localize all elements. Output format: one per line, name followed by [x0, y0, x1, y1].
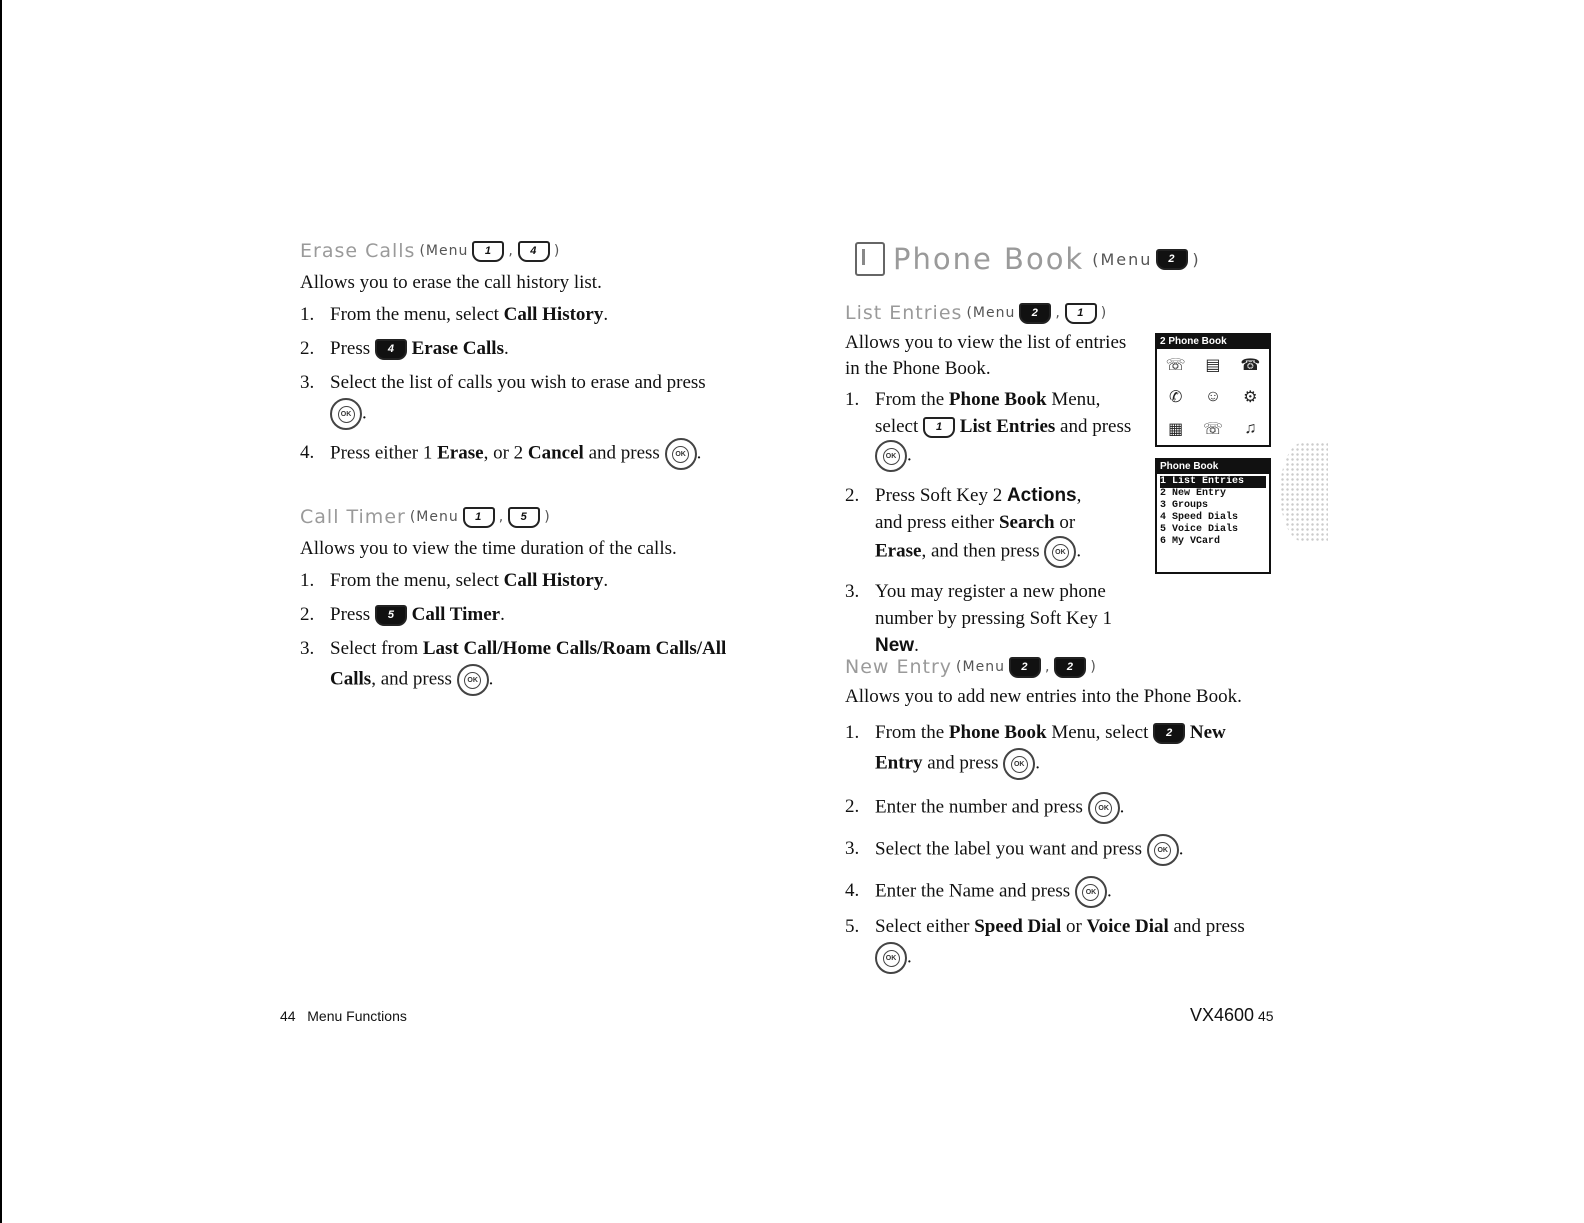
list-entries-title: List Entries — [845, 302, 963, 324]
ok-button-icon: OK — [1147, 834, 1179, 866]
step-item — [845, 912, 1255, 974]
step-text — [330, 566, 740, 596]
menu-label: (Menu — [409, 509, 459, 525]
decorative-dot-pattern — [1280, 442, 1328, 542]
step-item — [845, 718, 1255, 780]
step-number: 2. — [300, 604, 315, 625]
step-text — [330, 600, 740, 630]
step-text-part: From the — [875, 722, 949, 743]
key-2-icon: 2 — [1153, 723, 1185, 744]
step-bold: Call Timer — [406, 604, 501, 625]
step-text-part: . — [1076, 540, 1082, 562]
step-text-part: Press Soft Key 2 — [875, 485, 1007, 506]
step-text-part: Enter the number and press — [875, 796, 1083, 818]
step-bold: Phone Book — [948, 722, 1047, 743]
step-text-part: Select from — [330, 638, 423, 659]
step-item — [845, 386, 1135, 472]
step-text-part: You may register a new phone number by pressing Soft Key 1 — [875, 581, 1112, 629]
step-text — [875, 834, 1255, 866]
step-text — [330, 300, 740, 330]
step-bold: List Entries — [955, 416, 1056, 437]
step-text-part: . — [500, 604, 505, 625]
step-item — [845, 792, 1255, 824]
step-text — [330, 334, 740, 364]
footer-label: Menu Functions — [307, 1008, 407, 1024]
step-text-part: , and then press — [921, 540, 1040, 562]
step-text-part: From the — [875, 389, 949, 410]
step-number: 4. — [845, 880, 860, 901]
step-text-part: Press — [330, 604, 375, 625]
step-bold: Phone Book — [948, 389, 1047, 410]
screen-menu-item: 3 Groups — [1160, 500, 1209, 511]
step-text-part: and press — [922, 752, 999, 774]
call-timer-steps — [300, 566, 740, 696]
step-bold: Voice Dial — [1086, 916, 1169, 937]
key-5-icon: 5 — [375, 605, 407, 626]
step-text-part: . — [1106, 880, 1112, 902]
person-icon: ☺ — [1204, 388, 1222, 405]
key-2-icon: 2 — [1019, 303, 1051, 324]
step-item — [300, 334, 740, 364]
call-icon: ✆ — [1168, 389, 1183, 406]
key-4-icon: 4 — [375, 339, 407, 360]
step-number: 3. — [300, 372, 315, 393]
step-number: 2. — [300, 338, 315, 359]
contact-icon: ☏ — [1165, 357, 1186, 374]
step-text-part: Press — [330, 338, 375, 359]
erase-calls-steps — [300, 300, 740, 470]
list-entries-heading — [845, 302, 1107, 324]
grid-icon: ▦ — [1168, 421, 1184, 438]
step-number: 3. — [845, 838, 860, 859]
call-timer-heading — [300, 506, 551, 528]
key-2-icon: 2 — [1054, 657, 1086, 678]
step-item — [300, 368, 740, 430]
step-text-part: Menu, select — [1046, 722, 1149, 743]
step-number: 1. — [300, 570, 315, 591]
erase-calls-desc: Allows you to erase the call history list. — [300, 272, 602, 293]
new-entry-heading — [845, 656, 1097, 678]
list-entries-menu-ref: (Menu 2 , 1 ) — [966, 303, 1107, 324]
step-number: 3. — [300, 638, 315, 659]
step-text-part: , and press — [371, 668, 452, 690]
step-text — [875, 386, 1135, 472]
ok-button-icon: OK — [457, 664, 489, 696]
step-bold: Call History — [503, 304, 604, 325]
right-footer — [1190, 1005, 1274, 1026]
key-1-icon: 1 — [472, 241, 504, 262]
step-text-part: . — [362, 402, 367, 424]
step-text-part: Enter the Name and press — [875, 880, 1071, 902]
step-text-part: . — [1178, 838, 1184, 860]
step-item — [300, 300, 740, 330]
key-4-icon: 4 — [518, 241, 550, 262]
step-number: 2. — [845, 796, 860, 817]
step-text — [330, 368, 740, 430]
screen-menu-item: 5 Voice Dials — [1160, 524, 1239, 535]
screen-menu-item: 2 New Entry — [1160, 488, 1227, 499]
erase-calls-heading — [300, 240, 560, 262]
page-left-edge-rule — [0, 0, 2, 1223]
step-text — [875, 718, 1255, 780]
step-item — [300, 438, 740, 470]
phone-icon: ☎ — [1240, 357, 1261, 374]
ok-button-icon: OK — [875, 440, 907, 472]
step-text-part: . — [603, 304, 609, 325]
step-bold: Erase Calls — [406, 338, 504, 359]
step-text-part: . — [503, 338, 509, 359]
menu-label: (Menu — [1092, 249, 1153, 269]
new-entry-desc: Allows you to add new entries into the Phone Book. — [845, 686, 1242, 707]
step-text-part: . — [907, 946, 912, 968]
step-text-part: . — [1119, 796, 1125, 818]
step-bold: Cancel — [527, 442, 584, 464]
screen-icon-grid — [1157, 349, 1269, 445]
key-2-icon: 2 — [1156, 249, 1188, 270]
step-text-part: and press — [1055, 416, 1132, 437]
phone-book-icon — [855, 242, 885, 276]
screen-menu-list — [1157, 474, 1269, 550]
step-text-part: Select the list of calls you wish to erase and press — [330, 372, 706, 393]
step-bold: New Entry — [875, 722, 1226, 774]
step-number: 5. — [845, 916, 860, 937]
ok-button-icon: OK — [665, 438, 697, 470]
step-text — [875, 792, 1255, 824]
step-number: 3. — [845, 581, 860, 602]
new-entry-steps — [845, 718, 1255, 974]
settings-icon: ⚙ — [1243, 389, 1258, 406]
step-item — [845, 482, 1105, 568]
key-1-icon: 1 — [1065, 303, 1097, 324]
step-bold: Speed Dial — [974, 916, 1062, 937]
list-entries-steps — [845, 386, 1135, 659]
phone-book-menu-ref: (Menu 2 ) — [1092, 249, 1201, 269]
step-text-part: Select either — [875, 916, 975, 937]
model-name: VX4600 — [1190, 1005, 1255, 1025]
key-5-icon: 5 — [508, 507, 540, 528]
step-bold: Call History — [503, 570, 604, 591]
ok-button-icon: OK — [330, 398, 362, 430]
new-entry-menu-ref: (Menu 2 , 2 ) — [956, 657, 1097, 678]
step-bold: New — [875, 635, 915, 656]
key-2-icon: 2 — [1009, 657, 1041, 678]
ok-button-icon: OK — [1075, 876, 1107, 908]
step-text — [330, 634, 740, 696]
list-icon: ▤ — [1205, 357, 1221, 374]
step-item — [845, 578, 1135, 659]
ok-button-icon: OK — [875, 942, 907, 974]
step-text-part: Select the label you want and press — [875, 838, 1142, 860]
step-text-part: Press either 1 — [330, 442, 438, 464]
step-item — [845, 876, 1255, 908]
step-text-part: . — [914, 635, 919, 656]
step-number: 1. — [845, 722, 860, 743]
step-number: 1. — [845, 389, 860, 410]
phone-book-icon-screen — [1155, 333, 1271, 447]
step-text-part: . — [488, 668, 494, 690]
screen-menu-item: 1 List Entries — [1160, 476, 1266, 488]
step-bold: Erase — [437, 442, 484, 464]
screen-menu-item: 6 My VCard — [1160, 536, 1221, 547]
screen-title-bar: 2 Phone Book — [1157, 335, 1269, 349]
step-number: 2. — [845, 485, 860, 506]
step-text-part: . — [603, 570, 609, 591]
key-1-icon: 1 — [463, 507, 495, 528]
step-text-part: and press — [583, 442, 660, 464]
step-text-part: , or 2 — [483, 442, 528, 464]
ok-button-icon: OK — [1044, 536, 1076, 568]
step-text — [875, 578, 1135, 659]
erase-calls-title: Erase Calls — [300, 240, 416, 262]
step-text-part: Menu, select — [875, 389, 1101, 437]
step-text-part: . — [696, 442, 702, 464]
step-text-part: . — [1035, 752, 1040, 774]
screen-menu-item: 4 Speed Dials — [1160, 512, 1239, 523]
step-text — [875, 876, 1255, 908]
left-footer — [280, 1008, 407, 1024]
key-1-icon: 1 — [923, 417, 955, 438]
step-text — [875, 912, 1255, 974]
step-text-part: and press — [1168, 916, 1245, 937]
phone-book-menu-screen — [1155, 458, 1271, 574]
ok-button-icon: OK — [1088, 792, 1120, 824]
phone-book-title: Phone Book — [893, 242, 1085, 276]
call-timer-menu-ref: (Menu 1 , 5 ) — [410, 507, 551, 528]
list-entries-desc: Allows you to view the list of entries in the Phone Book. — [845, 332, 1127, 379]
step-text — [875, 482, 1105, 568]
step-bold: Erase — [875, 540, 922, 562]
screen-title-bar: Phone Book — [1157, 460, 1269, 474]
call-timer-title: Call Timer — [300, 506, 406, 528]
step-text-part: From the menu, select — [330, 570, 504, 591]
new-entry-title: New Entry — [845, 656, 953, 678]
menu-label: (Menu — [966, 305, 1016, 321]
step-bold: Last Call/Home Calls/Roam Calls/All Calls — [330, 638, 727, 690]
menu-label: (Menu — [956, 659, 1005, 675]
step-item — [300, 600, 740, 630]
step-text-part: . — [907, 444, 912, 466]
phone-book-heading — [855, 242, 1201, 276]
step-number: 1. — [300, 304, 315, 325]
step-item — [300, 566, 740, 596]
step-text-part: From the menu, select — [330, 304, 504, 325]
page-number: 45 — [1257, 1008, 1274, 1024]
music-icon: ♫ — [1244, 420, 1257, 437]
step-bold: Actions — [1006, 485, 1077, 506]
step-text-part: or — [1054, 512, 1076, 533]
step-item — [845, 834, 1255, 866]
step-bold: Search — [998, 512, 1055, 533]
menu-label: (Menu — [419, 243, 469, 259]
step-text-part: , and press either — [875, 485, 1082, 533]
call-timer-desc: Allows you to view the time duration of the calls. — [300, 538, 677, 559]
ok-button-icon: OK — [1003, 748, 1035, 780]
step-number: 4. — [300, 442, 315, 463]
step-text — [330, 438, 740, 470]
page-number: 44 — [280, 1008, 296, 1024]
step-text-part: or — [1061, 916, 1087, 937]
erase-calls-menu-ref: (Menu 1 , 4 ) — [419, 241, 560, 262]
handset-icon: ☏ — [1202, 421, 1223, 438]
step-item — [300, 634, 740, 696]
